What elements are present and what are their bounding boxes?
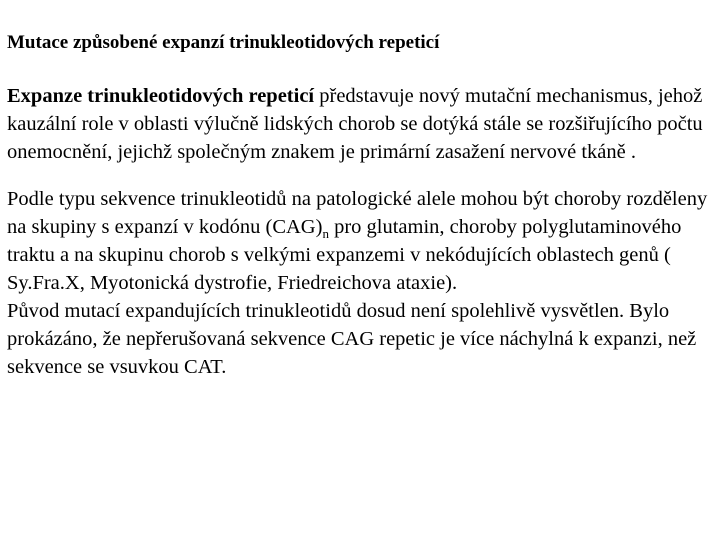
slide-title: Mutace způsobené expanzí trinukleotidových repeticí — [7, 32, 440, 53]
paragraph-mutation-origin: Původ mutací expandujících trinukleotidů dosud není spolehlivě vysvětlen. Bylo prokázáno, že nepřerušovaná sekvence CAG repetic je více náchylná k expanzi, než sekvence se vsuvkou CAT. — [7, 300, 697, 378]
paragraph-lead-bold: Expanze trinukleotidových repeticí — [7, 85, 315, 107]
paragraph-text: představuje nový mutační mechanismus, jehož kauzální role v oblasti výlučně lidských chorob se dotýká stále se rozšiřujícího počtu onemocnění, jejichž společným znakem je primární zasažení nervové tkáně . — [7, 85, 703, 163]
subscript-n: n — [322, 226, 329, 241]
paragraph-text-after-subscript: pro glutamin, choroby polyglutaminového traktu a na skupinu chorob s velkými expanzemi v nekódujících oblastech genů ( Sy.Fra.X, Myotonická dystrofie, Friedreichova ataxie). — [7, 216, 682, 294]
paragraph-text-before-subscript: Podle typu sekvence trinukleotidů na patologické alele mohou být choroby rozděleny na skupiny s expanzí v kodónu (CAG) — [7, 188, 708, 238]
paragraph-expansion-intro — [7, 82, 715, 166]
slide-content — [7, 30, 715, 381]
paragraph-disease-groups — [7, 185, 715, 297]
paragraph-gap — [7, 166, 715, 185]
